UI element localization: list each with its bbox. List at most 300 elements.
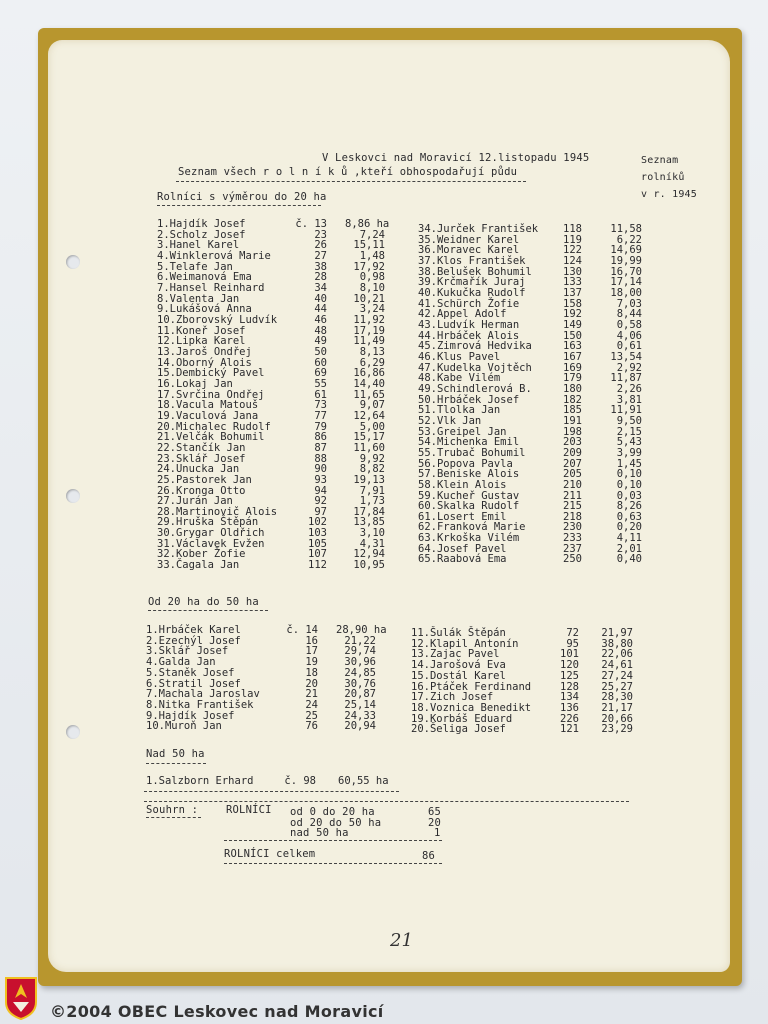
farmer-name: 2.Ezechýl Josef — [146, 634, 241, 647]
area-ha: 20,94 — [344, 720, 376, 733]
farmer-name: 46.Klus Pavel — [418, 350, 501, 363]
area-ha: 19,13 — [353, 473, 385, 486]
area-ha: 7,03 — [616, 297, 642, 310]
farmer-name: 64.Josef Pavel — [418, 542, 507, 555]
farmer-name: 37.Klos František — [418, 254, 526, 267]
area-ha: 3,10 — [359, 527, 385, 540]
table-row — [418, 320, 677, 331]
table-row — [418, 288, 677, 299]
house-number: 20 — [305, 677, 318, 690]
area-ha: 4,11 — [616, 532, 642, 545]
farmer-name: 21.Velčák Bohumil — [157, 431, 265, 444]
house-number: 169 — [563, 361, 582, 374]
area-ha: 9,92 — [359, 452, 385, 465]
house-number: 17 — [305, 645, 318, 658]
document-title: Seznam všech r o l n í k ů ,kteří obhospodařují půdu — [178, 166, 518, 178]
summary-category: ROLNÍCI — [226, 804, 272, 816]
farmer-name: 36.Moravec Karel — [418, 244, 520, 257]
area-ha: 3,99 — [616, 446, 642, 459]
farmer-name: 18.Voznica Benedikt — [411, 701, 532, 714]
farmer-name: 17.Zich Josef — [411, 691, 494, 704]
farmer-name: 50.Hrbáček Josef — [418, 393, 520, 406]
section1-heading: Rolníci s výměrou do 20 ha — [157, 191, 327, 203]
house-number: 203 — [563, 436, 582, 449]
farmer-name: 62.Franková Marie — [418, 521, 526, 534]
farmer-name: 14.Oborný Alois — [157, 356, 252, 369]
area-ha: 23,29 — [601, 723, 633, 736]
area-ha: 0,20 — [616, 521, 642, 534]
area-ha: 0,10 — [616, 468, 642, 481]
table-row — [157, 283, 420, 294]
summary-label: Souhrn : — [146, 804, 199, 816]
place-date: V Leskovci nad Moravicí 12.listopadu 1945 — [322, 152, 590, 164]
area-ha: 8,26 — [616, 500, 642, 513]
area-ha: 2,15 — [616, 425, 642, 438]
area-ha: 7,24 — [359, 228, 385, 241]
house-number: 94 — [314, 484, 327, 497]
area-ha: 21,22 — [344, 634, 376, 647]
house-number: 97 — [314, 505, 327, 518]
house-number: 48 — [314, 324, 327, 337]
table-row — [418, 352, 677, 363]
farmer-name: 20.Michalec Rudolf — [157, 420, 271, 433]
table-row — [418, 554, 677, 565]
area-ha: 20,87 — [344, 688, 376, 701]
farmer-name: 6.Weimanová Ema — [157, 271, 252, 284]
farmer-name: 26.Kronga Otto — [157, 484, 246, 497]
title-underline — [176, 181, 526, 182]
area-ha: 9,50 — [616, 414, 642, 427]
farmer-name: 53.Greipel Jan — [418, 425, 507, 438]
house-number: 95 — [566, 637, 579, 650]
farmer-name: 23.Sklář Josef — [157, 452, 246, 465]
area-ha: 11,87 — [610, 372, 642, 385]
punch-hole — [66, 255, 80, 269]
farmer-name: 15.Dembický Pavel — [157, 367, 265, 380]
area-ha: 27,24 — [601, 669, 633, 682]
area-ha: 8,44 — [616, 308, 642, 321]
area-ha: 13,54 — [610, 350, 642, 363]
area-ha: 24,85 — [344, 666, 376, 679]
house-number: 122 — [563, 244, 582, 257]
house-number: 69 — [314, 367, 327, 380]
summary-top-rule — [144, 801, 629, 802]
area-ha: 6,29 — [359, 356, 385, 369]
house-number: 205 — [563, 468, 582, 481]
section3-rule — [144, 791, 399, 792]
house-number: 163 — [563, 340, 582, 353]
farmer-name: 49.Schindlerová B. — [418, 382, 532, 395]
house-number: 237 — [563, 542, 582, 555]
table-row — [157, 379, 420, 390]
table-row — [157, 443, 420, 454]
farmer-name: 40.Kukučka Rudolf — [418, 286, 526, 299]
area-ha: 2,26 — [616, 382, 642, 395]
house-number: 182 — [563, 393, 582, 406]
house-number: 125 — [560, 669, 579, 682]
area-ha: 24,61 — [601, 659, 633, 672]
area-ha: 14,40 — [353, 377, 385, 390]
farmer-name: 52.Vlk Jan — [418, 414, 482, 427]
table-row — [157, 315, 420, 326]
area-ha: 1,73 — [359, 495, 385, 508]
side-note-line-3: v r. 1945 — [641, 189, 697, 200]
house-number: 44 — [314, 303, 327, 316]
house-number: 118 — [563, 223, 582, 235]
summary-range-3: nad 50 ha — [290, 827, 349, 839]
farmer-name: 31.Václavek Evžen — [157, 537, 265, 550]
farmer-name: 32.Kober Žofie — [157, 548, 246, 561]
area-ha: 29,74 — [344, 645, 376, 658]
area-ha: 22,06 — [601, 648, 633, 661]
farmer-name: 57.Beniske Alois — [418, 468, 520, 481]
house-number: 103 — [308, 527, 327, 540]
house-number: 130 — [563, 265, 582, 278]
house-number: 76 — [305, 720, 318, 733]
farmer-name: 55.Trubač Bohumil — [418, 446, 526, 459]
house-number: 215 — [563, 500, 582, 513]
section2-heading: Od 20 ha do 50 ha — [148, 596, 259, 608]
table-row — [418, 384, 677, 395]
table-row — [418, 448, 677, 459]
farmer-name: 8.Valenta Jan — [157, 292, 240, 305]
area-ha: 28,90 ha — [336, 624, 387, 636]
area-ha: 11,92 — [353, 313, 385, 326]
area-ha: 11,91 — [610, 404, 642, 417]
area-ha: 17,92 — [353, 260, 385, 273]
house-number: 61 — [314, 388, 327, 401]
house-number: 134 — [560, 691, 579, 704]
farmer-name: 1.Hrbáček Karel — [146, 624, 241, 636]
house-number: 46 — [314, 313, 327, 326]
house-number: 34 — [314, 281, 327, 294]
area-ha: 5,43 — [616, 436, 642, 449]
farmer-name: 19.Korbáš Eduard — [411, 712, 513, 725]
summary-total: 86 — [422, 850, 436, 862]
area-ha: 17,84 — [353, 505, 385, 518]
area-ha: 0,61 — [616, 340, 642, 353]
area-ha: 0,63 — [616, 510, 642, 523]
side-note-line-1: Seznam — [641, 155, 679, 166]
house-number: 24 — [305, 698, 318, 711]
farmer-name: 17.Svrčina Ondřej — [157, 388, 265, 401]
house-number: 38 — [314, 260, 327, 273]
house-number: č. 14 — [286, 624, 318, 636]
area-ha: 16,86 — [353, 367, 385, 380]
area-ha: 17,14 — [610, 276, 642, 289]
area-ha: 15,17 — [353, 431, 385, 444]
farmer-name: 4.Galda Jan — [146, 656, 216, 669]
area-ha: 0,03 — [616, 489, 642, 502]
farmer-name: 41.Schürch Žofie — [418, 297, 520, 310]
table-row — [146, 668, 411, 679]
table-row — [157, 347, 420, 358]
house-number: 90 — [314, 463, 327, 476]
area-ha: 21,97 — [601, 627, 633, 639]
table-row — [411, 628, 668, 639]
house-number: 218 — [563, 510, 582, 523]
farmer-name: 14.Jarošová Eva — [411, 659, 506, 672]
summary-bottom-rule — [224, 863, 442, 864]
summary-count-2: 20 — [428, 817, 442, 829]
area-ha: 11,60 — [353, 441, 385, 454]
farmer-name: 8.Nitka František — [146, 698, 254, 711]
area-ha: 10,95 — [353, 559, 385, 572]
area-ha: 8,82 — [359, 463, 385, 476]
house-number: 19 — [305, 656, 318, 669]
farmer-name: 22.Stančík Jan — [157, 441, 246, 454]
house-number: 92 — [314, 495, 327, 508]
farmer-name: 13.Zajac Pavel — [411, 648, 500, 661]
farmer-name: 5.Telafe Jan — [157, 260, 233, 273]
farmer-name: 9.Lukášová Anna — [157, 303, 252, 316]
summary-mid-rule — [224, 840, 442, 841]
house-number: 209 — [563, 446, 582, 459]
copyright-text: ©2004 OBEC Leskovec nad Moravicí — [50, 1002, 384, 1021]
house-number: 107 — [308, 548, 327, 561]
farmer-name: 13.Jaroš Ondřej — [157, 345, 252, 358]
area-ha: 11,58 — [610, 223, 642, 235]
house-number: 21 — [305, 688, 318, 701]
house-number: 86 — [314, 431, 327, 444]
house-number: 26 — [314, 239, 327, 252]
farmer-name: 54.Michenka Emil — [418, 436, 520, 449]
area-ha: 11,49 — [353, 335, 385, 348]
area-ha: 10,21 — [353, 292, 385, 305]
house-number: 120 — [560, 659, 579, 672]
area-ha: 13,85 — [353, 516, 385, 529]
house-number: 112 — [308, 559, 327, 572]
house-number: 23 — [314, 228, 327, 241]
area-ha: 8,86 ha — [345, 218, 390, 230]
area-ha: 19,99 — [610, 254, 642, 267]
farmer-name: 11.Šulák Štěpán — [411, 627, 506, 639]
area-ha: 3,81 — [616, 393, 642, 406]
area-ha: 1,45 — [616, 457, 642, 470]
area-ha: 0,10 — [616, 478, 642, 491]
area-ha: 8,13 — [359, 345, 385, 358]
table-row — [146, 625, 411, 636]
house-number: 72 — [566, 627, 579, 639]
summary-count-3: 1 — [434, 827, 441, 839]
house-number: 150 — [563, 329, 582, 342]
table-row — [157, 251, 420, 262]
house-number: 121 — [560, 723, 579, 736]
house-number: 79 — [314, 420, 327, 433]
area-ha: 12,94 — [353, 548, 385, 561]
area-ha: 21,17 — [601, 701, 633, 714]
area-ha: 3,24 — [359, 303, 385, 316]
house-number: 133 — [563, 276, 582, 289]
table-row — [157, 560, 420, 571]
area-ha: 8,10 — [359, 281, 385, 294]
house-number: 25 — [305, 709, 318, 722]
area-ha: 5,00 — [359, 420, 385, 433]
farmer-name: 16.Lokaj Jan — [157, 377, 233, 390]
farmer-name: 9.Hajdík Josef — [146, 709, 235, 722]
farmer-name: 44.Hrbáček Alois — [418, 329, 520, 342]
house-number: č. 13 — [295, 218, 327, 230]
punch-hole — [66, 725, 80, 739]
table-row — [146, 700, 411, 711]
area-ha: 14,69 — [610, 244, 642, 257]
house-number: 180 — [563, 382, 582, 395]
house-number: 93 — [314, 473, 327, 486]
house-number: 211 — [563, 489, 582, 502]
side-note-line-2: rolníků — [641, 172, 685, 183]
farmer-name: 58.Klein Alois — [418, 478, 507, 491]
house-number: 77 — [314, 409, 327, 422]
house-number: 124 — [563, 254, 582, 267]
table-row — [157, 219, 420, 230]
area-ha: 11,65 — [353, 388, 385, 401]
area-ha: 9,07 — [359, 399, 385, 412]
farmer-name: 1.Hajdík Josef — [157, 218, 246, 230]
farmer-name: 48.Kabe Vilém — [418, 372, 501, 385]
table-row — [411, 703, 668, 714]
house-number: 207 — [563, 457, 582, 470]
table-row — [418, 480, 677, 491]
farmer-name: 12.Klapil Antonín — [411, 637, 519, 650]
house-number: 119 — [563, 233, 582, 246]
area-ha: 16,70 — [610, 265, 642, 278]
house-number: 128 — [560, 680, 579, 693]
farmer-name: 42.Appel Adolf — [418, 308, 507, 321]
footer — [0, 998, 768, 1024]
house-number: 167 — [563, 350, 582, 363]
area-ha: 15,11 — [353, 239, 385, 252]
farmer-name: 29.Hruška Štěpán — [157, 516, 259, 529]
area-ha: 2,01 — [616, 542, 642, 555]
summary-label-underline — [146, 817, 201, 818]
farmer-name: 19.Vaculová Jana — [157, 409, 259, 422]
house-number: 105 — [308, 537, 327, 550]
area-ha: 60,55 ha — [338, 775, 389, 787]
house-number: 40 — [314, 292, 327, 305]
summary-range-2: od 20 do 50 ha — [290, 817, 382, 829]
house-number: 28 — [314, 271, 327, 284]
farmer-name: 12.Lipka Karel — [157, 335, 246, 348]
area-ha: 7,91 — [359, 484, 385, 497]
house-number: 136 — [560, 701, 579, 714]
house-number: 198 — [563, 425, 582, 438]
area-ha: 2,92 — [616, 361, 642, 374]
area-ha: 17,19 — [353, 324, 385, 337]
farmer-name: 39.Krčmařík Juraj — [418, 276, 526, 289]
house-number: 137 — [563, 286, 582, 299]
farmer-name: 20.Šeliga Josef — [411, 723, 506, 736]
house-number: 27 — [314, 249, 327, 262]
page-number: 21 — [390, 930, 413, 951]
house-number: 192 — [563, 308, 582, 321]
farmer-name: 61.Losert Emil — [418, 510, 507, 523]
farmer-name: 60.Skalka Rudolf — [418, 500, 520, 513]
area-ha: 4,31 — [359, 537, 385, 550]
farmer-name: 24.Unucka Jan — [157, 463, 240, 476]
house-number: č. 98 — [284, 775, 316, 787]
farmer-name: 5.Staněk Josef — [146, 666, 235, 679]
farmer-name: 18.Vacula Matouš — [157, 399, 259, 412]
area-ha: 24,33 — [344, 709, 376, 722]
farmer-name: 4.Winklerová Marie — [157, 249, 271, 262]
house-number: 210 — [563, 478, 582, 491]
house-number: 87 — [314, 441, 327, 454]
coat-of-arms-icon — [4, 976, 38, 1020]
house-number: 230 — [563, 521, 582, 534]
farmer-name: 51.Tlolka Jan — [418, 404, 501, 417]
farmer-name: 34.Jurček František — [418, 223, 539, 235]
house-number: 49 — [314, 335, 327, 348]
farmer-name: 28.Martinovič Alois — [157, 505, 278, 518]
area-ha: 30,96 — [344, 656, 376, 669]
area-ha: 25,14 — [344, 698, 376, 711]
farmer-name: 25.Pastorek Jan — [157, 473, 252, 486]
section3-heading: Nad 50 ha — [146, 748, 205, 760]
farmer-name: 6.Stratil Josef — [146, 677, 241, 690]
summary-total-label: ROLNÍCI celkem — [224, 848, 316, 860]
farmer-name: 45.Zimrová Hedvika — [418, 340, 532, 353]
house-number: 73 — [314, 399, 327, 412]
house-number: 158 — [563, 297, 582, 310]
house-number: 233 — [563, 532, 582, 545]
farmer-name: 27.Jurán Jan — [157, 495, 233, 508]
punch-hole — [66, 489, 80, 503]
summary-range-1: od 0 do 20 ha — [290, 806, 375, 818]
farmer-name: 65.Raabová Ema — [418, 553, 507, 566]
area-ha: 0,58 — [616, 318, 642, 331]
farmer-name: 3.Sklář Josef — [146, 645, 229, 658]
table-row — [146, 776, 406, 787]
area-ha: 4,06 — [616, 329, 642, 342]
house-number: 149 — [563, 318, 582, 331]
house-number: 18 — [305, 666, 318, 679]
farmer-name: 16.Ptáček Ferdinand — [411, 680, 532, 693]
area-ha: 0,98 — [359, 271, 385, 284]
farmer-name: 38.Belušek Bohumil — [418, 265, 532, 278]
table-row — [418, 224, 677, 235]
house-number: 179 — [563, 372, 582, 385]
area-ha: 30,76 — [344, 677, 376, 690]
house-number: 250 — [563, 553, 582, 566]
farmer-name: 15.Dostál Karel — [411, 669, 506, 682]
farmer-name: 1.Salzborn Erhard — [146, 775, 254, 787]
farmer-name: 63.Krkoška Vilém — [418, 532, 520, 545]
farmer-name: 7.Hansel Reinhard — [157, 281, 265, 294]
section1-underline — [157, 205, 321, 206]
section2-underline — [148, 610, 268, 611]
house-number: 102 — [308, 516, 327, 529]
farmer-name: 33.Čagala Jan — [157, 559, 240, 572]
farmer-name: 47.Kudelka Vojtěch — [418, 361, 532, 374]
table-row — [418, 416, 677, 427]
table-row — [157, 411, 420, 422]
house-number: 55 — [314, 377, 327, 390]
house-number: 185 — [563, 404, 582, 417]
table-row — [411, 724, 668, 735]
farmer-name: 56.Popova Pavla — [418, 457, 513, 470]
farmer-name: 30.Grygar Oldřich — [157, 527, 265, 540]
area-ha: 38,80 — [601, 637, 633, 650]
farmer-name: 7.Machala Jaroslav — [146, 688, 260, 701]
area-ha: 6,22 — [616, 233, 642, 246]
area-ha: 25,27 — [601, 680, 633, 693]
farmer-name: 10.Muroň Jan — [146, 720, 222, 733]
summary-count-1: 65 — [428, 806, 442, 818]
farmer-name: 2.Scholz Josef — [157, 228, 246, 241]
table-row — [146, 721, 411, 732]
table-row — [157, 475, 420, 486]
area-ha: 0,40 — [616, 553, 642, 566]
